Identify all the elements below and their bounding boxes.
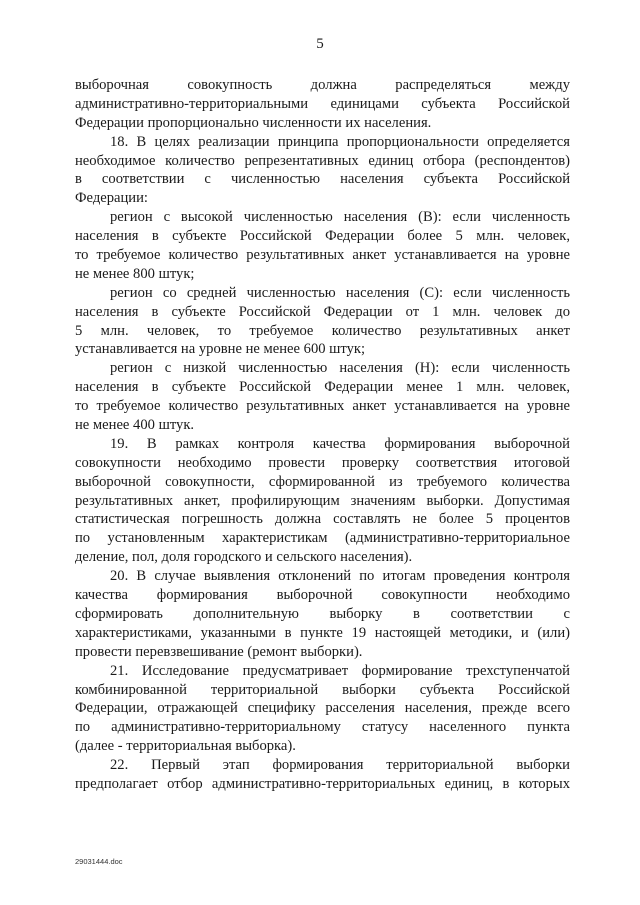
text-line: выборочная совокупность должна распределяться между [75, 77, 570, 93]
text-line: устанавливается на уровне не менее 600 штук; [75, 341, 366, 358]
text-line: совокупности необходимо провести проверку соответствия итоговой [75, 454, 570, 471]
text-line: Федерации, отражающей специфику расселения населения, прежде всего [75, 700, 570, 717]
text-line: населения в субъекте Российской Федерации менее 1 млн. человек, [75, 379, 570, 396]
text-line: сформировать дополнительную выборку в соответствии с [75, 605, 570, 622]
document-body [75, 76, 570, 794]
text-line: Федерации пропорционально численности их населения. [75, 114, 432, 131]
text-line: по установленным характеристикам (административно-территориальное [75, 530, 570, 547]
text-line: провести перевзвешивание (ремонт выборки). [75, 643, 363, 660]
text-line: не менее 800 штук; [75, 265, 195, 282]
text-line: 19. В рамках контроля качества формирования выборочной [110, 435, 570, 452]
text-line: регион с низкой численностью населения (Н): если численность [110, 360, 570, 377]
text-line: результативных анкет, профилирующим значениям выборки. Допустимая [75, 492, 570, 509]
text-line: предполагает отбор административно-территориальных единиц, в которых [75, 775, 570, 792]
paragraph-20 [75, 567, 570, 661]
paragraph-19 [75, 435, 570, 567]
text-line: не менее 400 штук. [75, 417, 195, 434]
text-line: (далее - территориальная выборка). [75, 738, 296, 755]
text-line: комбинированной территориальной выборки субъекта Российской [75, 681, 570, 698]
text-line: то требуемое количество результативных анкет устанавливается на уровне [75, 247, 570, 264]
text-line: регион со средней численностью населения (С): если численность [110, 284, 570, 301]
text-line: 18. В целях реализации принципа пропорциональности определяется [110, 133, 570, 150]
text-line: выборочной совокупности, сформированной из требуемого количества [75, 473, 570, 490]
document-filename: 29031444.doc [75, 857, 123, 866]
text-line: по административно-территориальному статусу населенного пункта [75, 719, 570, 736]
paragraph-region-mid [75, 284, 570, 360]
text-line: качества формирования выборочной совокупности необходимо [75, 587, 570, 604]
paragraph-18 [75, 133, 570, 209]
paragraph-22 [75, 756, 570, 794]
text-line: административно-территориальными единицами субъекта Российской [75, 95, 570, 112]
text-line: в соответствии с численностью населения субъекта Российской [75, 171, 570, 188]
text-line: 21. Исследование предусматривает формирование трехступенчатой [110, 662, 570, 679]
paragraph-region-low [75, 359, 570, 435]
text-line: регион с высокой численностью населения (В): если численность [110, 209, 570, 226]
page-number: 5 [316, 36, 324, 52]
text-line: населения в субъекте Российской Федерации более 5 млн. человек, [75, 228, 570, 245]
text-line: 5 млн. человек, то требуемое количество результативных анкет [75, 322, 570, 339]
text-line: 22. Первый этап формирования территориальной выборки [110, 757, 570, 774]
text-line: Федерации: [75, 190, 148, 207]
paragraph-region-high [75, 208, 570, 284]
text-line: статистическая погрешность должна составлять не более 5 процентов [75, 511, 570, 528]
text-line: характеристиками, указанными в пункте 19 настоящей методики, и (или) [75, 624, 570, 641]
text-line: то требуемое количество результативных анкет устанавливается на уровне [75, 398, 570, 415]
text-line: 20. В случае выявления отклонений по итогам проведения контроля [110, 568, 570, 585]
text-line: необходимое количество репрезентативных единиц отбора (респондентов) [75, 152, 570, 169]
paragraph-continuation [75, 76, 570, 133]
text-line: деление, пол, доля городского и сельского населения). [75, 549, 413, 566]
paragraph-21 [75, 662, 570, 756]
text-line: населения в субъекте Российской Федерации от 1 млн. человек до [75, 303, 570, 320]
